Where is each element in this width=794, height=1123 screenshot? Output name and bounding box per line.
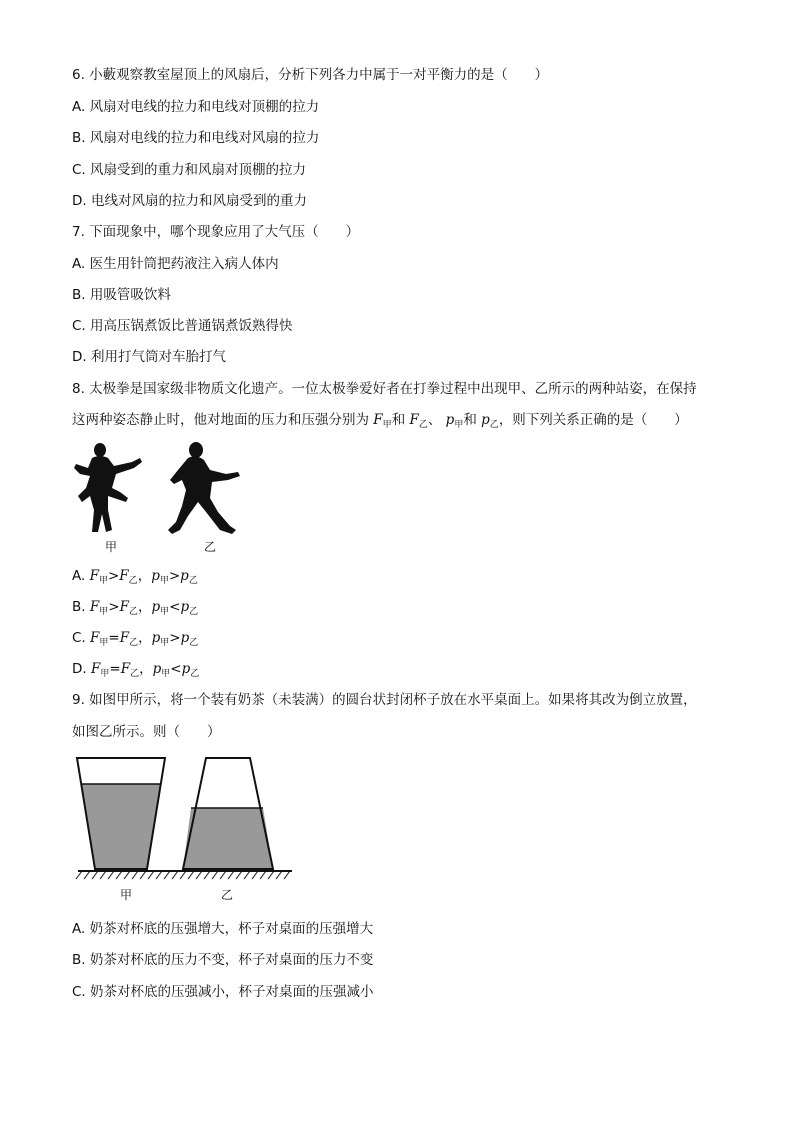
option-letter: B. [72, 599, 90, 615]
word-and: 和 [391, 412, 406, 428]
q8-option-c [72, 629, 198, 652]
var-p: p [152, 661, 162, 677]
q8-stem-line1: 8. 太极拳是国家级非物质文化遗产。一位太极拳爱好者在打拳过程中出现甲、乙所示的两种站姿，在保持 [72, 381, 697, 397]
relation-p: > [168, 568, 181, 584]
sub-yi: 乙 [489, 420, 499, 430]
sub-jia: 甲 [160, 607, 170, 617]
sub-yi: 乙 [190, 669, 200, 679]
var-F: F [89, 599, 100, 615]
sub-jia: 甲 [161, 669, 171, 679]
var-F: F [119, 599, 129, 615]
q6-stem: 6. 小藪观察教室屋顶上的风扇后，分析下列各力中属于一对平衡力的是（ ） [72, 67, 549, 83]
sub-yi: 乙 [128, 607, 138, 617]
q8-option-b [72, 598, 198, 621]
var-F: F [90, 630, 100, 646]
var-F: F [89, 568, 99, 584]
word-and: 和 [463, 412, 477, 428]
var-F: F [90, 661, 101, 677]
sub-yi: 乙 [129, 638, 139, 648]
q8-stem-line2 [72, 411, 688, 434]
option-letter: D. [72, 661, 91, 677]
q9-option-b: B. 奶茶对杯底的压力不变，杯子对桌面的压力不变 [72, 952, 374, 968]
sub-jia: 甲 [99, 638, 109, 648]
sub-yi: 乙 [188, 576, 198, 586]
relation-p: > [169, 630, 181, 646]
var-F: F [373, 412, 383, 428]
var-p: p [180, 599, 190, 615]
option-letter: C. [72, 630, 91, 646]
q9-option-c: C. 奶茶对杯底的压强减小，杯子对桌面的压强减小 [72, 984, 374, 1000]
q6-option-d: D. 电线对风扇的拉力和风扇受到的重力 [72, 193, 307, 209]
cup-diagram [74, 755, 296, 885]
comma: ， [137, 599, 152, 615]
var-F: F [120, 661, 131, 677]
taichi-figure-yi [160, 440, 245, 540]
q7-option-c: C. 用高压锅煮饭比普通锅煮饭熟得快 [72, 318, 293, 334]
q8-caption-yi: 乙 [204, 540, 217, 554]
comma: ， [137, 568, 152, 584]
sub-jia: 甲 [100, 669, 110, 679]
var-F: F [409, 412, 419, 428]
q6-option-a: A. 风扇对电线的拉力和电线对顶棚的拉力 [72, 99, 320, 115]
sub-jia: 甲 [99, 607, 109, 617]
relation-F: > [107, 568, 120, 584]
var-p: p [151, 568, 160, 584]
var-F: F [119, 568, 129, 584]
q7-option-d: D. 利用打气筒对车胎打气 [72, 349, 226, 365]
q9-caption-jia: 甲 [120, 888, 133, 902]
sub-jia: 甲 [159, 576, 169, 586]
sub-jia: 甲 [382, 420, 392, 430]
comma: ， [138, 630, 152, 646]
comma: ， [139, 661, 153, 677]
var-p: p [481, 412, 490, 428]
q6-option-c: C. 风扇受到的重力和风扇对顶棚的拉力 [72, 162, 307, 178]
sub-jia: 甲 [160, 638, 170, 648]
taichi-figure-jia [70, 440, 150, 540]
q7-option-a: A. 医生用针筒把药液注入病人体内 [72, 256, 279, 272]
q8-caption-jia: 甲 [105, 540, 118, 554]
sub-yi: 乙 [189, 638, 199, 648]
var-p: p [181, 661, 191, 677]
option-letter: A. [72, 568, 90, 584]
relation-p: < [170, 661, 182, 677]
q8-option-a [72, 567, 198, 590]
sub-jia: 甲 [454, 420, 464, 430]
q9-stem-line2: 如图乙所示。则（ ） [72, 724, 221, 740]
q7-option-b: B. 用吸管吸饮料 [72, 287, 171, 303]
q9-caption-yi: 乙 [221, 888, 234, 902]
q6-option-b: B. 风扇对电线的拉力和电线对风扇的拉力 [72, 130, 320, 146]
var-p: p [180, 630, 190, 646]
sep: 、 [427, 412, 442, 428]
sub-yi: 乙 [130, 669, 140, 679]
q8-stem-text-b: ，则下列关系正确的是（ ） [498, 412, 688, 428]
sub-yi: 乙 [418, 420, 428, 430]
relation-F: = [109, 661, 121, 677]
sub-jia: 甲 [98, 576, 108, 586]
var-p: p [151, 630, 161, 646]
var-F: F [119, 630, 130, 646]
q8-stem-text-a: 这两种姿态静止时，他对地面的压力和压强分别为 [72, 412, 369, 428]
relation-F: = [108, 630, 120, 646]
var-p: p [180, 568, 189, 584]
sub-yi: 乙 [189, 607, 199, 617]
q8-option-d [72, 660, 199, 683]
relation-F: > [108, 599, 120, 615]
var-p: p [151, 599, 161, 615]
var-p: p [445, 412, 455, 428]
sub-yi: 乙 [128, 576, 138, 586]
q9-stem-line1: 9. 如图甲所示，将一个装有奶茶（未装满）的圆台状封闭杯子放在水平桌面上。如果将其改为倒立放置， [72, 692, 697, 708]
relation-p: < [169, 599, 181, 615]
cup-yi-tea [183, 808, 273, 869]
q7-stem: 7. 下面现象中，哪个现象应用了大气压（ ） [72, 224, 360, 240]
q9-option-a: A. 奶茶对杯底的压强增大，杯子对桌面的压强增大 [72, 921, 374, 937]
